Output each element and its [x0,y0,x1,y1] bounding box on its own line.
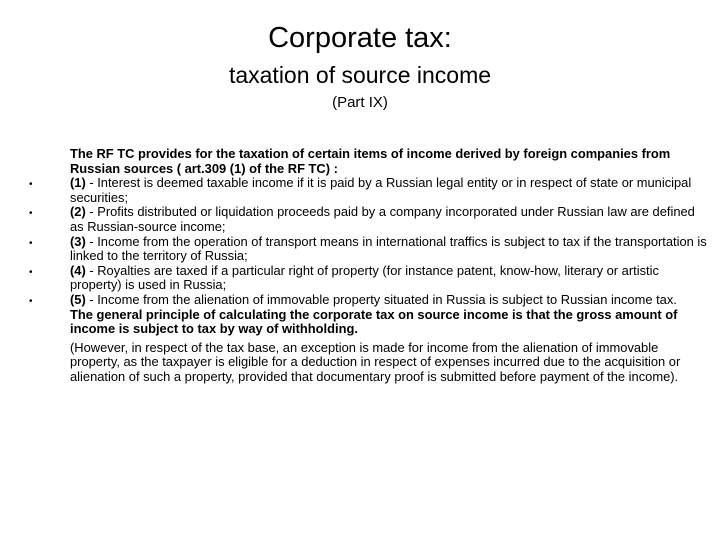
slide-body [29,146,710,385]
item-label: (4) [70,262,86,278]
list-item-2 [29,204,710,234]
slide-subtitle: taxation of source income [228,62,492,88]
item-text: - Income from the alienation of immovable property situated in Russia is subject to Russian income tax. [85,291,677,307]
bullet-icon: • [29,208,33,220]
bullet-icon: • [29,266,33,278]
bullet-icon: • [29,295,33,307]
item-label: (3) [70,233,86,249]
slide-title: Corporate tax: [268,22,452,54]
slide-part-label: (Part IX) [332,94,388,111]
item-label: (1) [70,175,86,191]
bullet-icon: • [29,237,33,249]
list-item-5 [29,291,710,308]
item-text: - Royalties are taxed if a particular right of property (for instance patent, know-how, literary or artistic property) is used in Russia; [70,262,659,293]
bullet-icon: • [29,179,33,191]
principle-text: The general principle of calculating the corporate tax on source income is that the gross amount of income is subject to tax by way of withholding. [70,306,678,337]
item-label: (5) [70,291,86,307]
list-item-4 [29,262,710,293]
item-text: - Profits distributed or liquidation proceeds paid by a company incorporated under Russian law are defined as Russian-source income; [70,204,695,234]
intro-text: The RF TC provides for the taxation of certain items of income derived by foreign companies from Russian sources ( art.309 (1) of the RF TC) : [70,146,671,176]
item-label: (2) [70,204,86,220]
list-item-3 [29,233,710,264]
list-item-1 [29,175,710,205]
item-text: - Income from the operation of transport means in international traffics is subject to tax if the transportation is linked to the territory of Russia; [70,233,707,264]
item-text: - Interest is deemed taxable income if it is paid by a Russian legal entity or in respect of state or municipal securities; [70,175,692,205]
note-text: (However, in respect of the tax base, an exception is made for income from the alienation of immovable property, as the taxpayer is eligible for a deduction in respect of expenses incurred due to the acquisition or alienation of such a property, provided that documentary proof is submitted before payment of the income). [70,339,681,384]
